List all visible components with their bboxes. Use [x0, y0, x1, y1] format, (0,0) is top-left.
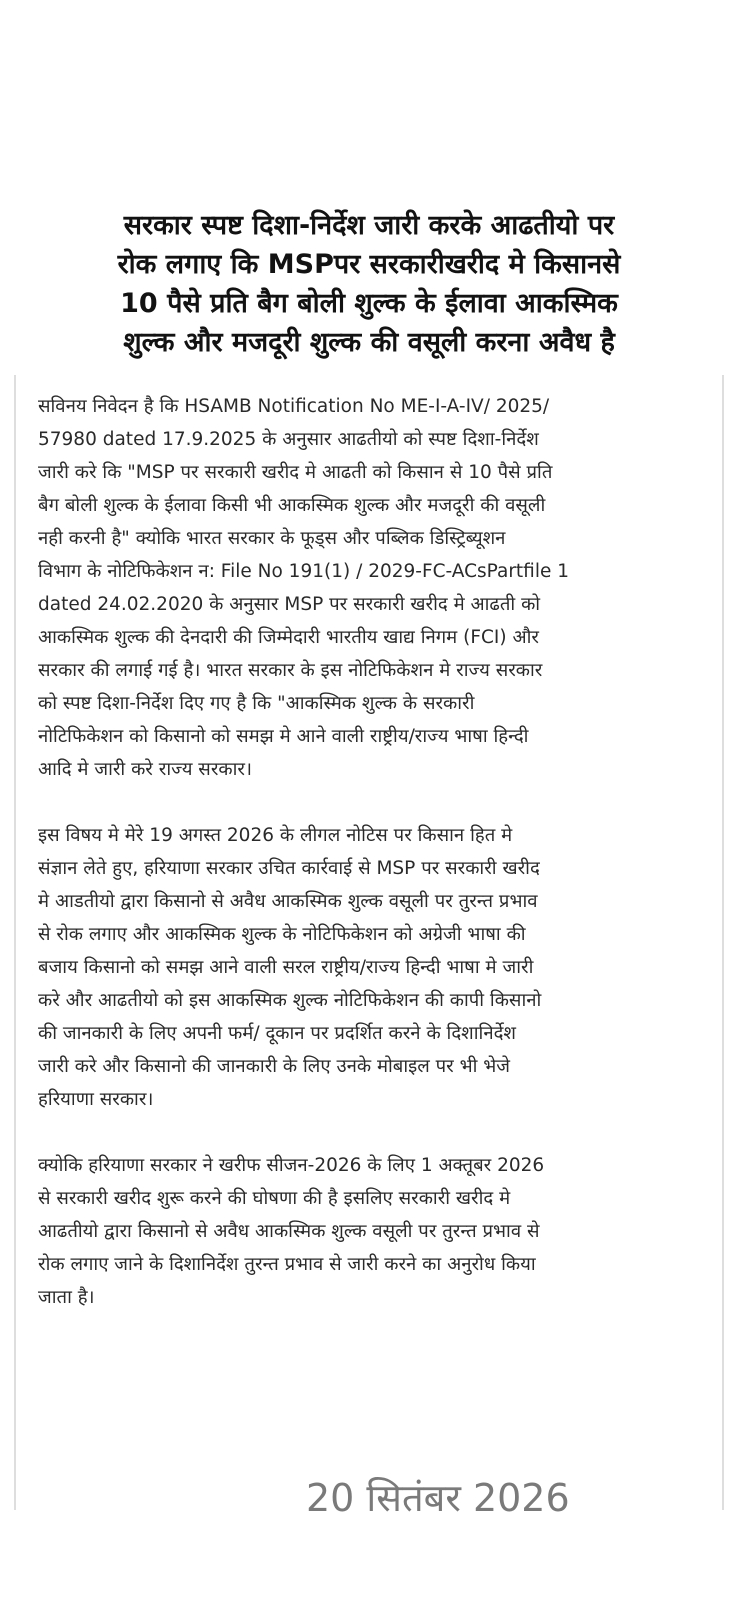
text-line: की जानकारी के लिए अपनी फर्म/ दूकान पर प्रदर्शित करने के दिशानिर्देश	[38, 1023, 516, 1044]
text-line: से रोक लगाए और आकस्मिक शुल्क के नोटिफिकेशन को अग्रेजी भाषा की	[38, 924, 526, 945]
headline-line: सरकार स्पष्ट दिशा-निर्देश जारी करके आढतीयो पर	[123, 210, 615, 241]
text-line: नोटिफिकेशन को किसानो को समझ मे आने वाली राष्ट्रीय/राज्य भाषा हिन्दी	[38, 726, 529, 747]
headline-line: 10 पैसे प्रति बैग बोली शुल्क के ईलावा आकस्मिक	[120, 288, 618, 319]
headline-line: रोक लगाए कि MSPपर सरकारीखरीद मे किसानसे	[117, 249, 621, 280]
text-line: आदि मे जारी करे राज्य सरकार।	[38, 759, 252, 780]
text-line: 57980 dated 17.9.2025 के अनुसार आढतीयो को स्पष्ट दिशा-निर्देश	[38, 429, 539, 450]
text-line: जारी करे कि "MSP पर सरकारी खरीद मे आढती को किसान से 10 पैसे प्रति	[38, 462, 553, 483]
text-line: मे आडतीयो द्वारा किसानो से अवैध आकस्मिक शुल्क वसूली पर तुरन्त प्रभाव	[38, 891, 538, 912]
text-line: हरियाणा सरकार।	[38, 1089, 154, 1110]
headline	[14, 206, 724, 362]
text-line: नही करनी है" क्योकि भारत सरकार के फूड्स और पब्लिक डिस्ट्रिब्यूशन	[38, 528, 506, 549]
text-line: सविनय निवेदन है कि HSAMB Notification No ME-I-A-IV/ 2025/	[38, 396, 550, 417]
text-line: रोक लगाए जाने के दिशानिर्देश तुरन्त प्रभाव से जारी करने का अनुरोध किया	[38, 1254, 536, 1275]
paragraph-request	[38, 390, 708, 786]
letter-card	[14, 375, 724, 1510]
text-line: विभाग के नोटिफिकेशन न: File No 191(1) / 2029-FC-ACsPartfile 1	[38, 561, 570, 582]
text-line: क्योकि हरियाणा सरकार ने खरीफ सीजन-2026 के लिए 1 अक्तूबर 2026	[38, 1155, 545, 1176]
text-line: करे और आढतीयो को इस आकस्मिक शुल्क नोटिफिकेशन की कापी किसानो	[38, 990, 542, 1011]
text-line: बैग बोली शुल्क के ईलावा किसी भी आकस्मिक शुल्क और मजदूरी की वसूली	[38, 495, 546, 516]
headline-line: शुल्क और मजदूरी शुल्क की वसूली करना अवैध है	[123, 327, 615, 358]
text-line: बजाय किसानो को समझ आने वाली सरल राष्ट्रीय/राज्य हिन्दी भाषा मे जारी	[38, 957, 534, 978]
date-stamp: 20 सितंबर 2026	[306, 1476, 570, 1520]
paragraph-legal-notice	[38, 819, 708, 1116]
text-line: dated 24.02.2020 के अनुसार MSP पर सरकारी खरीद मे आढती को	[38, 594, 541, 615]
text-line: जारी करे और किसानो की जानकारी के लिए उनके मोबाइल पर भी भेजे	[38, 1056, 511, 1077]
text-line: इस विषय मे मेरे 19 अगस्त 2026 के लीगल नोटिस पर किसान हित मे	[38, 825, 513, 846]
text-line: जाता है।	[38, 1287, 95, 1308]
text-line: आढतीयो द्वारा किसानो से अवैध आकस्मिक शुल्क वसूली पर तुरन्त प्रभाव से	[38, 1221, 540, 1242]
text-line: को स्पष्ट दिशा-निर्देश दिए गए है कि "आकस्मिक शुल्क के सरकारी	[38, 693, 475, 714]
text-line: आकस्मिक शुल्क की देनदारी की जिम्मेदारी भारतीय खाद्य निगम (FCI) और	[38, 627, 539, 648]
text-line: संज्ञान लेते हुए, हरियाणा सरकार उचित कार्रवाई से MSP पर सरकारी खरीद	[38, 858, 540, 879]
letter-body	[38, 390, 708, 1347]
paragraph-conclusion	[38, 1149, 708, 1314]
text-line: सरकार की लगाई गई है। भारत सरकार के इस नोटिफिकेशन मे राज्य सरकार	[38, 660, 543, 681]
text-line: से सरकारी खरीद शुरू करने की घोषणा की है इसलिए सरकारी खरीद मे	[38, 1188, 511, 1209]
